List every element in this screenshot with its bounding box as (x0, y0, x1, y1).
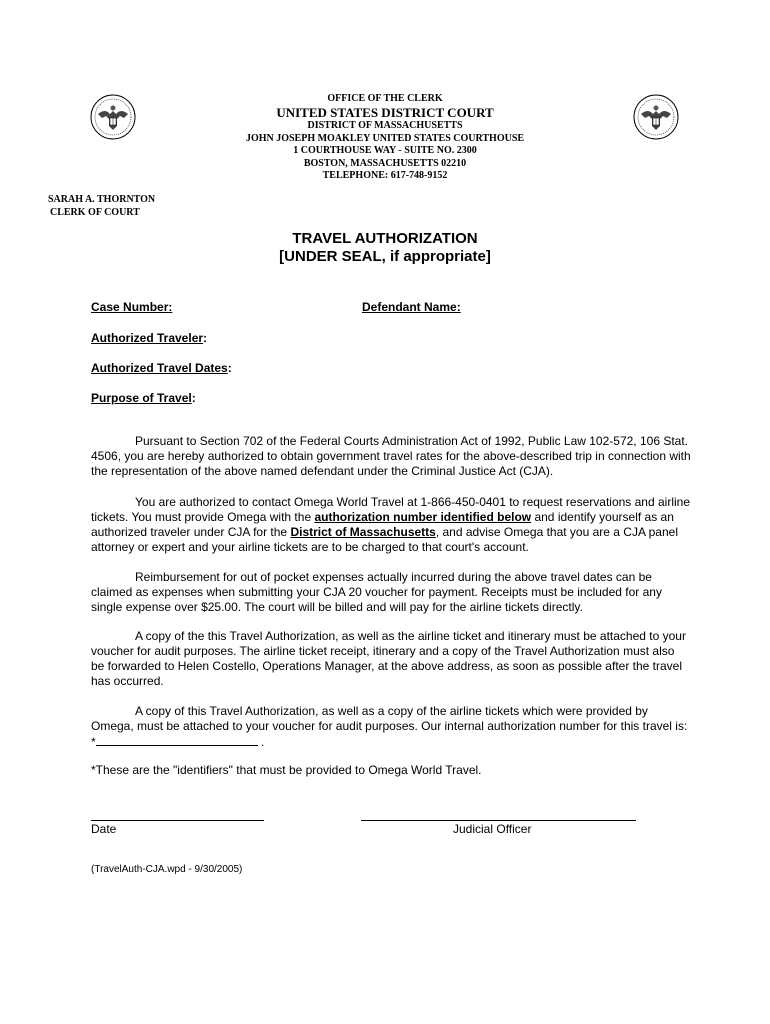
case-number-label: Case Number: (91, 300, 173, 314)
title-line-2: [UNDER SEAL, if appropriate] (279, 248, 491, 265)
court-seal-left-icon (90, 94, 136, 140)
telephone-line: TELEPHONE: 617-748-9152 (322, 170, 448, 182)
identifiers-note: *These are the "identifiers" that must be provided to Omega World Travel. (91, 763, 482, 777)
letterhead (185, 93, 585, 182)
address-line-1: 1 COURTHOUSE WAY - SUITE NO. 2300 (293, 145, 477, 157)
title-line-1: TRAVEL AUTHORIZATION (292, 230, 478, 247)
judicial-officer-label: Judicial Officer (453, 822, 532, 836)
paragraph-3: Reimbursement for out of pocket expenses actually incurred during the above travel dates can be claimed as expenses when submitting your CJA 20 voucher for payment. Receipts must be included for any single expense over $25.00. The court will be billed and will pay for the airline tickets directly. (91, 570, 662, 614)
judicial-officer-signature-line[interactable] (361, 820, 636, 821)
date-label: Date (91, 822, 117, 836)
defendant-name-label: Defendant Name: (362, 300, 461, 314)
purpose-of-travel-label: Purpose of Travel: (91, 391, 196, 405)
paragraph-5: A copy of this Travel Authorization, as well as a copy of the airline tickets which were provided by Omega, must be attached to your voucher for audit purposes. Our internal authorization number for this travel is: * . (91, 704, 688, 749)
date-signature-line[interactable] (91, 820, 264, 821)
clerk-name: SARAH A. THORNTON (48, 194, 156, 205)
authorized-traveler-label: Authorized Traveler: (91, 331, 208, 345)
authorization-number-emphasis: authorization number identified below (314, 510, 532, 524)
district-emphasis: District of Massachusetts (290, 525, 436, 539)
court-seal-right-icon (633, 94, 679, 140)
office-line: OFFICE OF THE CLERK (327, 93, 443, 104)
courthouse-line: JOHN JOSEPH MOAKLEY UNITED STATES COURTHOUSE (245, 132, 525, 144)
document-footer: (TravelAuth-CJA.wpd - 9/30/2005) (91, 864, 243, 875)
document-title (185, 230, 585, 266)
authorization-number-field[interactable] (96, 734, 258, 746)
district-line: DISTRICT OF MASSACHUSETTS (307, 120, 463, 132)
court-name: UNITED STATES DISTRICT COURT (276, 105, 494, 121)
paragraph-2: You are authorized to contact Omega World Travel at 1-866-450-0401 to request reservations and airline tickets. You must provide Omega with the authorization number identified below and identify yourself as an authorized traveler under CJA for the District of Massachusetts, and advise Omega that you are a CJA panel attorney or expert and your airline tickets are to be charged to that court's account. (91, 495, 690, 554)
clerk-block (48, 193, 155, 219)
paragraph-1: Pursuant to Section 702 of the Federal Courts Administration Act of 1992, Public Law 102-572, 106 Stat. 4506, you are hereby authorized to obtain government travel rates for the above-described trip in connection with the representation of the above named defendant under the Criminal Justice Act (CJA). (91, 434, 691, 478)
address-line-2: BOSTON, MASSACHUSETTS 02210 (303, 157, 467, 169)
paragraph-4: A copy of the this Travel Authorization, as well as the airline ticket and itinerary must be attached to your voucher for audit purposes. The airline ticket receipt, itinerary and a copy of the Travel Authorization must also be forwarded to Helen Costello, Operations Manager, at the above address, as soon as possible after the travel has occurred. (91, 629, 686, 688)
authorized-travel-dates-label: Authorized Travel Dates: (91, 361, 232, 375)
clerk-title: CLERK OF COURT (50, 207, 140, 218)
